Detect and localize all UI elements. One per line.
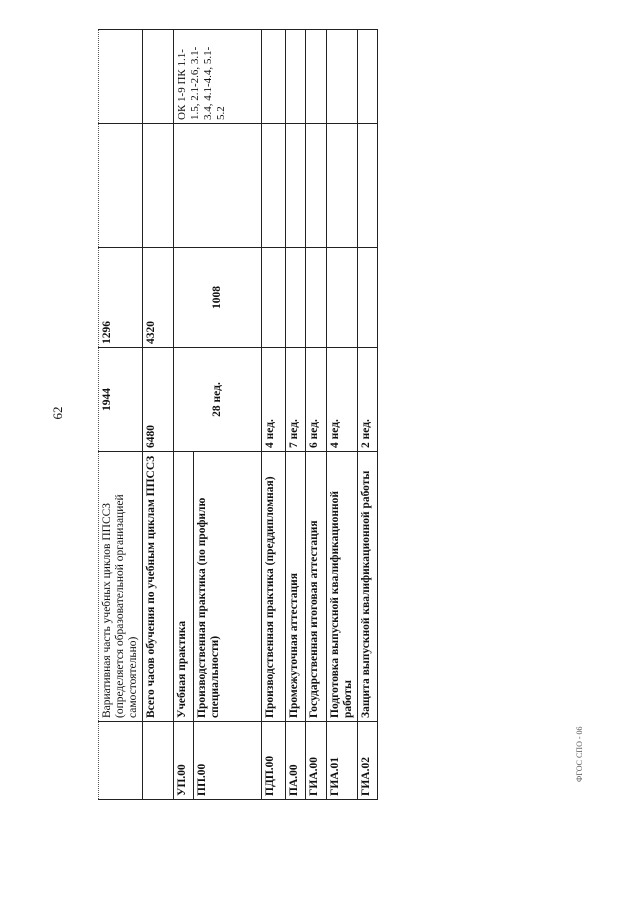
row-weeks: 2 нед. [357, 348, 377, 452]
row-weeks: 1944 [99, 348, 143, 452]
row-empty-col [262, 124, 286, 248]
page-number: 62 [50, 406, 65, 420]
row-competencies [306, 30, 326, 124]
row-hours: 4320 [143, 248, 173, 348]
row-name: Учебная практика [173, 452, 193, 722]
row-name: Государственная итоговая аттестация [306, 452, 326, 722]
row-name: Подготовка выпускной квалификационной работы [326, 452, 357, 722]
row-hours [306, 248, 326, 348]
table-row [262, 30, 286, 800]
row-competencies [143, 30, 173, 124]
row-weeks: 4 нед. [326, 348, 357, 452]
table-row [357, 30, 377, 800]
row-name: Всего часов обучения по учебным циклам ППССЗ [143, 452, 173, 722]
row-empty-col [99, 124, 143, 248]
table-row [99, 30, 143, 800]
row-hours [262, 248, 286, 348]
row-name: Вариативная часть учебных циклов ППССЗ (определяется образовательной организацией самостоятельно) [99, 452, 143, 722]
row-hours [326, 248, 357, 348]
row-name: Защита выпускной квалификационной работы [357, 452, 377, 722]
curriculum-table [98, 29, 378, 800]
row-code [143, 722, 173, 800]
table-row [306, 30, 326, 800]
row-competencies [286, 30, 306, 124]
row-name: Производственная практика (преддипломная) [262, 452, 286, 722]
row-weeks: 28 нед. [173, 348, 262, 452]
row-weeks: 7 нед. [286, 348, 306, 452]
table-row [286, 30, 306, 800]
row-code: УП.00 [173, 722, 193, 800]
table-row [143, 30, 173, 800]
row-competencies [326, 30, 357, 124]
row-empty-col [306, 124, 326, 248]
row-code: ГИА.00 [306, 722, 326, 800]
row-weeks: 6480 [143, 348, 173, 452]
row-empty-col [357, 124, 377, 248]
row-empty-col [173, 124, 262, 248]
row-competencies [99, 30, 143, 124]
row-hours: 1296 [99, 248, 143, 348]
row-hours: 1008 [173, 248, 262, 348]
row-competencies [357, 30, 377, 124]
row-code: ГИА.01 [326, 722, 357, 800]
row-code: ПА.00 [286, 722, 306, 800]
row-hours [357, 248, 377, 348]
row-competencies [262, 30, 286, 124]
row-weeks: 4 нед. [262, 348, 286, 452]
row-code: ГИА.02 [357, 722, 377, 800]
row-empty-col [143, 124, 173, 248]
row-code: ПП.00 [193, 722, 261, 800]
row-competencies: ОК 1-9 ПК 1.1-1.5, 2.1-2.6, 3.1-3.4, 4.1-4.4, 5.1-5.2 [173, 30, 262, 124]
row-empty-col [286, 124, 306, 248]
table-row [326, 30, 357, 800]
row-name: Производственная практика (по профилю специальности) [193, 452, 261, 722]
row-empty-col [326, 124, 357, 248]
footer-code: ФГОС СПО - 06 [575, 726, 584, 782]
curriculum-table-wrapper [98, 30, 378, 800]
row-name: Промежуточная аттестация [286, 452, 306, 722]
row-code [99, 722, 143, 800]
row-code: ПДП.00 [262, 722, 286, 800]
row-hours [286, 248, 306, 348]
row-weeks: 6 нед. [306, 348, 326, 452]
table-row [173, 30, 193, 800]
